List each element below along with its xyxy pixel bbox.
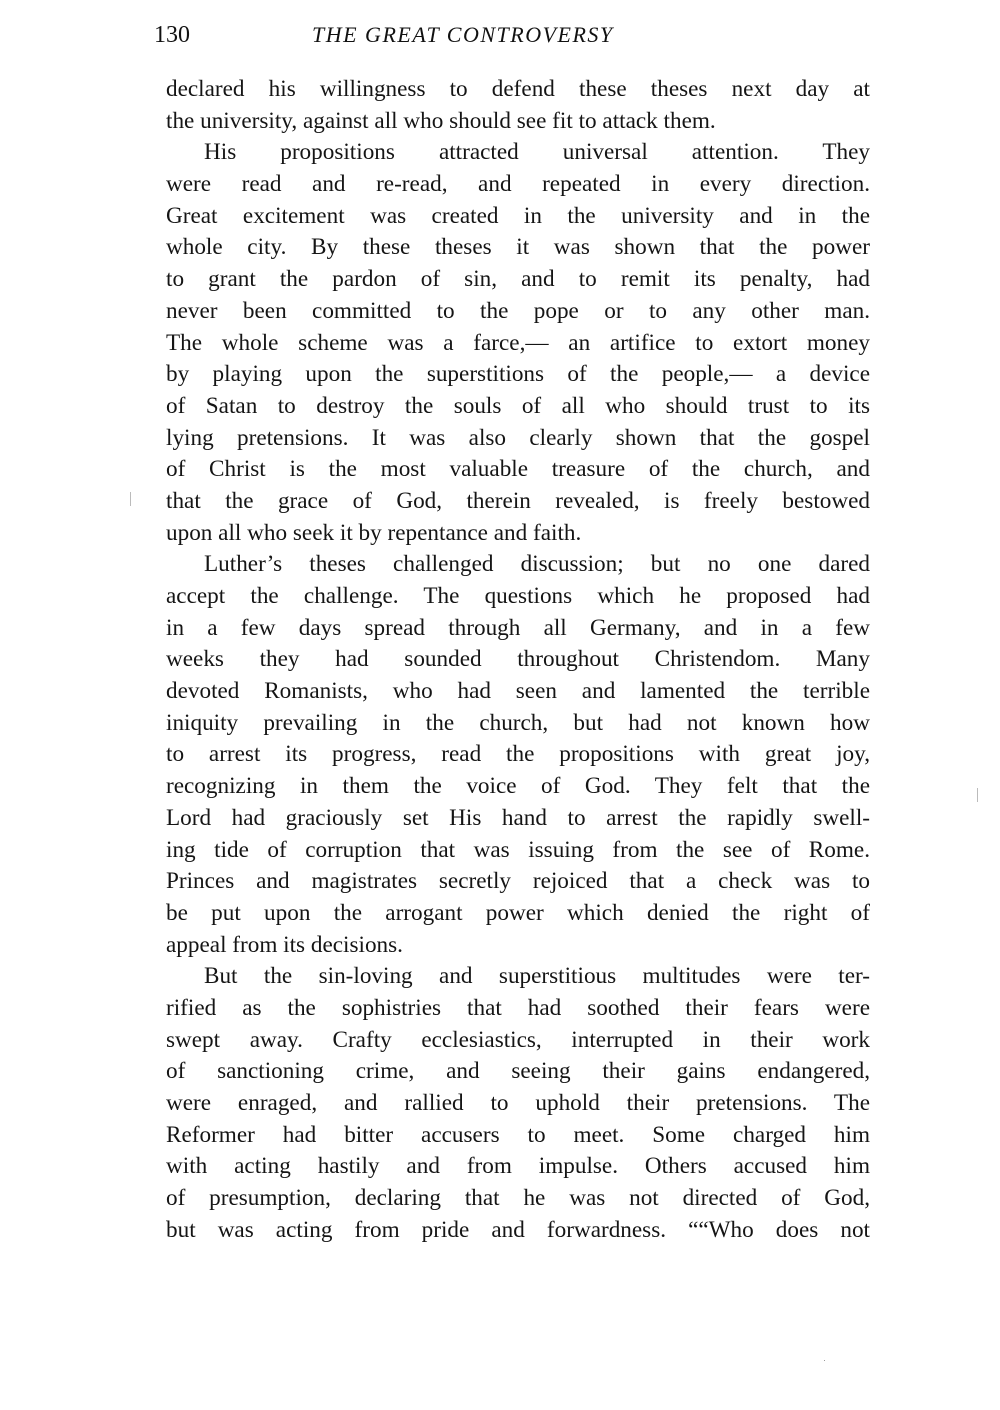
text-line: never been committed to the pope or to any other man. [166, 297, 870, 324]
text-line: of sanctioning crime, and seeing their gains endangered, [166, 1058, 870, 1085]
paragraph [166, 961, 870, 1246]
text-line: of presumption, declaring that he was not directed of God, [166, 1185, 870, 1212]
text-line: Lord had graciously set His hand to arrest the rapidly swell- [166, 804, 870, 831]
text-line: were read and re-read, and repeated in every direction. [166, 171, 870, 198]
scan-speck [977, 788, 978, 802]
text-line: of Satan to destroy the souls of all who should trust to its [166, 392, 870, 419]
body-text [166, 74, 870, 1246]
text-line: recognizing in them the voice of God. They felt that the [166, 773, 870, 800]
scan-speck [824, 1360, 825, 1361]
text-line: with acting hastily and from impulse. Others accused him [166, 1153, 870, 1180]
text-line: but was acting from pride and forwardness. ““Who does not [166, 1216, 870, 1243]
text-line: were enraged, and rallied to uphold their pretensions. The [166, 1090, 870, 1116]
text-line: by playing upon the superstitions of the people,— a device [166, 361, 870, 388]
scan-speck [130, 492, 131, 506]
text-line: in a few days spread through all Germany, and in a few [166, 614, 870, 641]
text-line: be put upon the arrogant power which denied the right of [166, 899, 870, 926]
running-title: THE GREAT CONTROVERSY [312, 22, 614, 47]
text-line: rified as the sophistries that had soothed their fears were [166, 994, 870, 1021]
text-line: devoted Romanists, who had seen and lamented the terrible [166, 678, 870, 705]
text-line: upon all who seek it by repentance and faith. [166, 519, 582, 546]
text-line: declared his willingness to defend these theses next day at [166, 76, 870, 102]
text-line: Luther’s theses challenged discussion; but no one dared [204, 551, 870, 578]
text-line: The whole scheme was a farce,— an artifice to extort money [166, 329, 870, 356]
page-header [154, 22, 874, 54]
text-line: lying pretensions. It was also clearly shown that the gospel [166, 424, 870, 451]
text-line: accept the challenge. The questions which he proposed had [166, 583, 870, 609]
text-line: Princes and magistrates secretly rejoiced that a check was to [166, 868, 870, 895]
text-line: Reformer had bitter accusers to meet. Some charged him [166, 1121, 870, 1148]
page-number: 130 [154, 22, 190, 48]
text-line: that the grace of God, therein revealed, is freely bestowed [166, 487, 870, 514]
text-line: ing tide of corruption that was issuing from the see of Rome. [166, 836, 870, 863]
text-line: swept away. Crafty ecclesiastics, interrupted in their work [166, 1026, 870, 1053]
text-line: the university, against all who should see fit to attack them. [166, 107, 716, 134]
text-line: iniquity prevailing in the church, but had not known how [166, 709, 870, 736]
text-line: to grant the pardon of sin, and to remit its penalty, had [166, 266, 870, 293]
text-line: weeks they had sounded throughout Christendom. Many [166, 646, 870, 673]
text-line: Great excitement was created in the university and in the [166, 202, 870, 229]
text-line: to arrest its progress, read the propositions with great joy, [166, 741, 870, 768]
text-line: His propositions attracted universal attention. They [204, 139, 870, 166]
paragraph [166, 549, 870, 961]
paragraph [166, 137, 870, 549]
text-line: whole city. By these theses it was shown that the power [166, 234, 870, 261]
text-line: of Christ is the most valuable treasure of the church, and [166, 456, 870, 483]
text-line: But the sin-loving and superstitious multitudes were ter- [204, 963, 870, 990]
text-line: appeal from its decisions. [166, 931, 403, 958]
paragraph [166, 74, 870, 137]
